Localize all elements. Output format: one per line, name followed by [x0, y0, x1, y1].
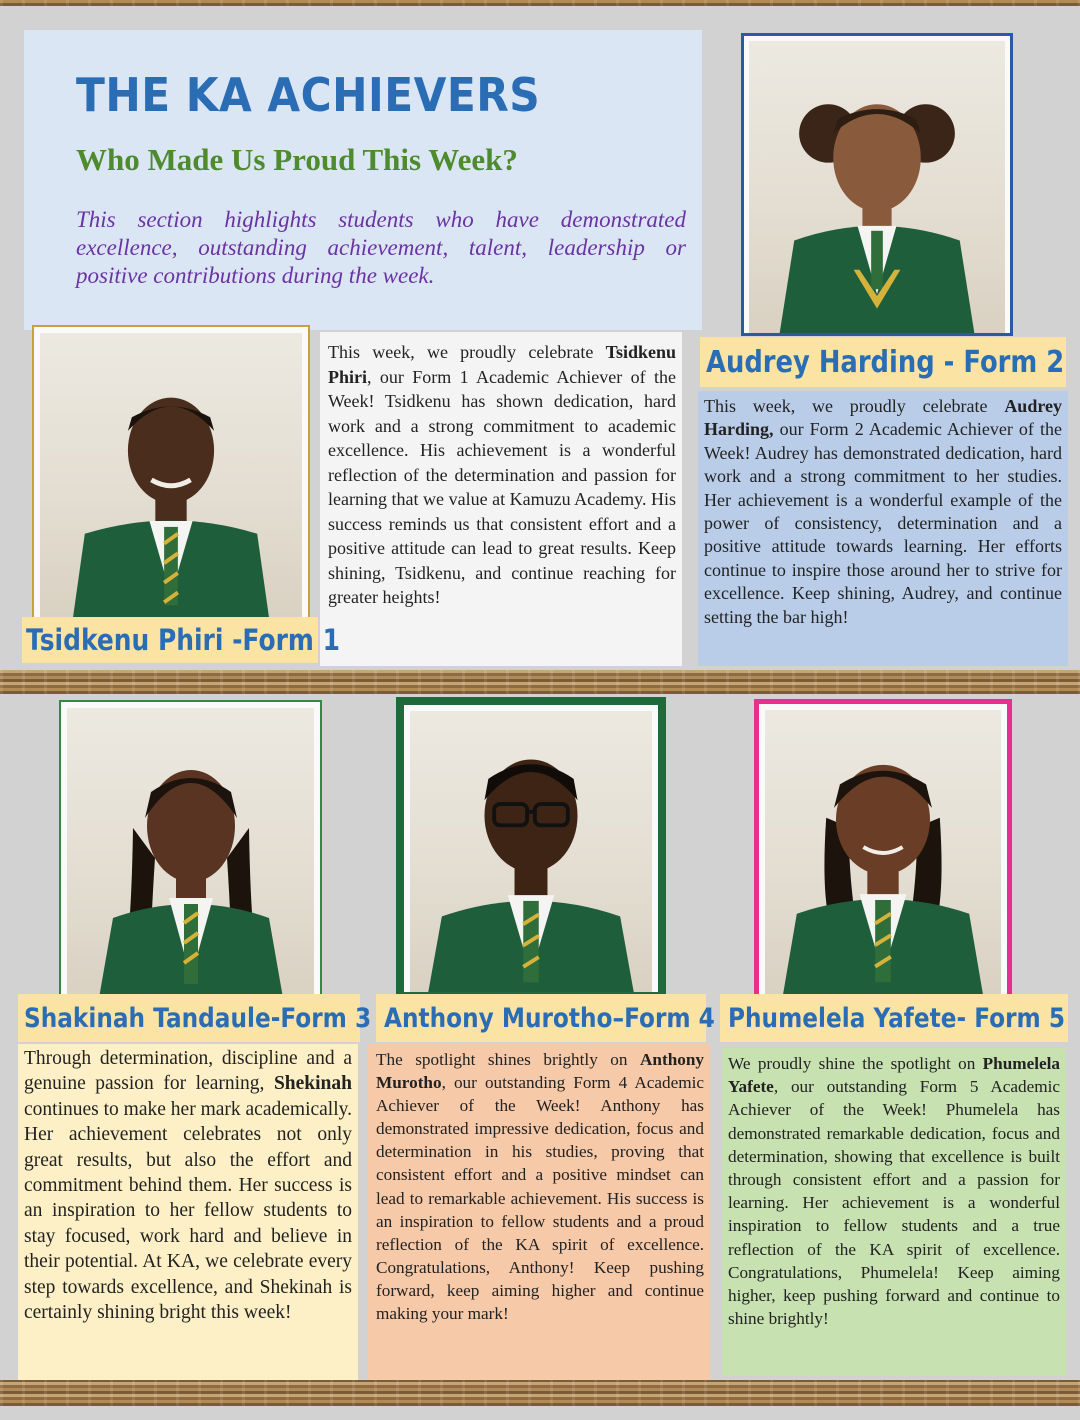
text-block-tsidkenu [320, 332, 682, 666]
student-portrait-image [71, 708, 311, 998]
student-photo-tsidkenu [40, 333, 302, 617]
banner-label: Tsidkenu Phiri -Form 1 [26, 623, 340, 657]
text-before: Through determination, discipline and a genuine passion for learning, [24, 1048, 352, 1095]
page-subtitle: Who Made Us Proud This Week? [76, 142, 518, 177]
intro-text: This section highlights students who have demonstrated excellence, outstanding achievement, talent, leadership or positive contributions during the week. [76, 207, 686, 288]
text-block-phumelela [722, 1048, 1066, 1376]
name-banner-anthony [376, 994, 715, 1042]
student-portrait-image [51, 333, 291, 617]
text-block-shakinah [18, 1044, 358, 1380]
student-photo-audrey [749, 41, 1005, 333]
text-block-anthony [368, 1044, 710, 1380]
name-banner-shakinah [18, 994, 372, 1042]
student-name-bold: Shekinah [273, 1073, 352, 1095]
student-photo-shakinah [67, 708, 314, 998]
wood-border-middle [0, 670, 1080, 694]
text-block-audrey [698, 391, 1068, 666]
banner-label: Audrey Harding - Form 2 [706, 344, 1065, 380]
name-banner-tsidkenu [22, 617, 340, 663]
student-portrait-image [411, 711, 651, 992]
text-before: This week, we proudly celebrate [328, 342, 606, 362]
text-before: We proudly shine the spotlight on [728, 1054, 983, 1073]
student-photo-phumelela [765, 710, 1001, 994]
banner-label: Shakinah Tandaule-Form 3 [24, 1002, 372, 1034]
photo-frame-audrey [741, 33, 1013, 336]
name-banner-phumelela [720, 994, 1068, 1042]
text-after: our Form 2 Academic Achiever of the Week! Audrey has demonstrated dedication, hard work and a strong commitment to her studies. Her achievement is a wonderful example of the power of consistency, determination and a positive attitude towards learning. Her efforts continue to inspire those around her to strive for excellence. Keep shining, Audrey, and continue setting the bar high! [704, 419, 1062, 627]
banner-label: Anthony Murotho–Form 4 [384, 1002, 715, 1034]
text-after: , our Form 1 Academic Achiever of the Week! Tsidkenu has shown dedication, hard work and a strong commitment to academic excellence. His achievement is a wonderful reflection of the determination and passion for learning that we value at Kamuzu Academy. His success reminds us that consistent effort and a positive attitude can lead to great results. Keep shining, Tsidkenu, and continue reaching for greater heights! [328, 366, 676, 607]
photo-frame-shakinah [59, 700, 322, 1000]
page-title: THE KA ACHIEVERS [76, 68, 541, 122]
student-portrait-image [765, 710, 1001, 994]
wood-border-top [0, 0, 1080, 6]
header-box [24, 30, 702, 330]
text-before: The spotlight shines brightly on [376, 1050, 640, 1069]
photo-frame-anthony [396, 697, 666, 1000]
banner-label: Phumelela Yafete- Form 5 [728, 1002, 1065, 1034]
wood-border-bottom [0, 1380, 1080, 1406]
text-after: continues to make her mark academically. Her achievement celebrates not only great results, but also the effort and commitment behind them. Her success is an inspiration to her fellow students to stay focused, work hard and believe in their potential. At KA, we celebrate every step towards excellence, and Shekinah is certainly shining bright this week! [24, 1098, 352, 1324]
text-after: , our outstanding Form 4 Academic Achiever of the Week! Anthony has demonstrated impressive dedication, focus and determination in his studies, proving that consistent effort and a positive mindset can lead to remarkable achievement. His success is an inspiration to fellow students and a proud reflection of the KA spirit of excellence. Congratulations, Anthony! Keep pushing forward, keep aiming higher and continue making your mark! [376, 1073, 704, 1324]
photo-frame-tsidkenu [32, 325, 310, 625]
student-name-bold: Anthony Murotho [376, 1050, 704, 1093]
student-portrait-image [757, 41, 997, 333]
text-after: , our outstanding Form 5 Academic Achiever of the Week! Phumelela has demonstrated remarkable dedication, focus and determination, showing that excellence is built through consistent effort and a passion for learning. Her achievement is a wonderful inspiration to fellow students and a true reflection of the KA spirit of excellence. Congratulations, Phumelela! Keep aiming higher, keep pushing forward and continue to shine brightly! [728, 1077, 1060, 1329]
text-before: This week, we proudly celebrate [704, 396, 1005, 416]
student-photo-anthony [410, 711, 652, 992]
student-name-bold: Audrey Harding, [704, 396, 1062, 440]
name-banner-audrey [700, 337, 1066, 387]
photo-frame-phumelela [754, 699, 1012, 999]
student-name-bold: Phumelela Yafete [728, 1054, 1060, 1097]
student-name-bold: Tsidkenu Phiri [328, 342, 676, 387]
